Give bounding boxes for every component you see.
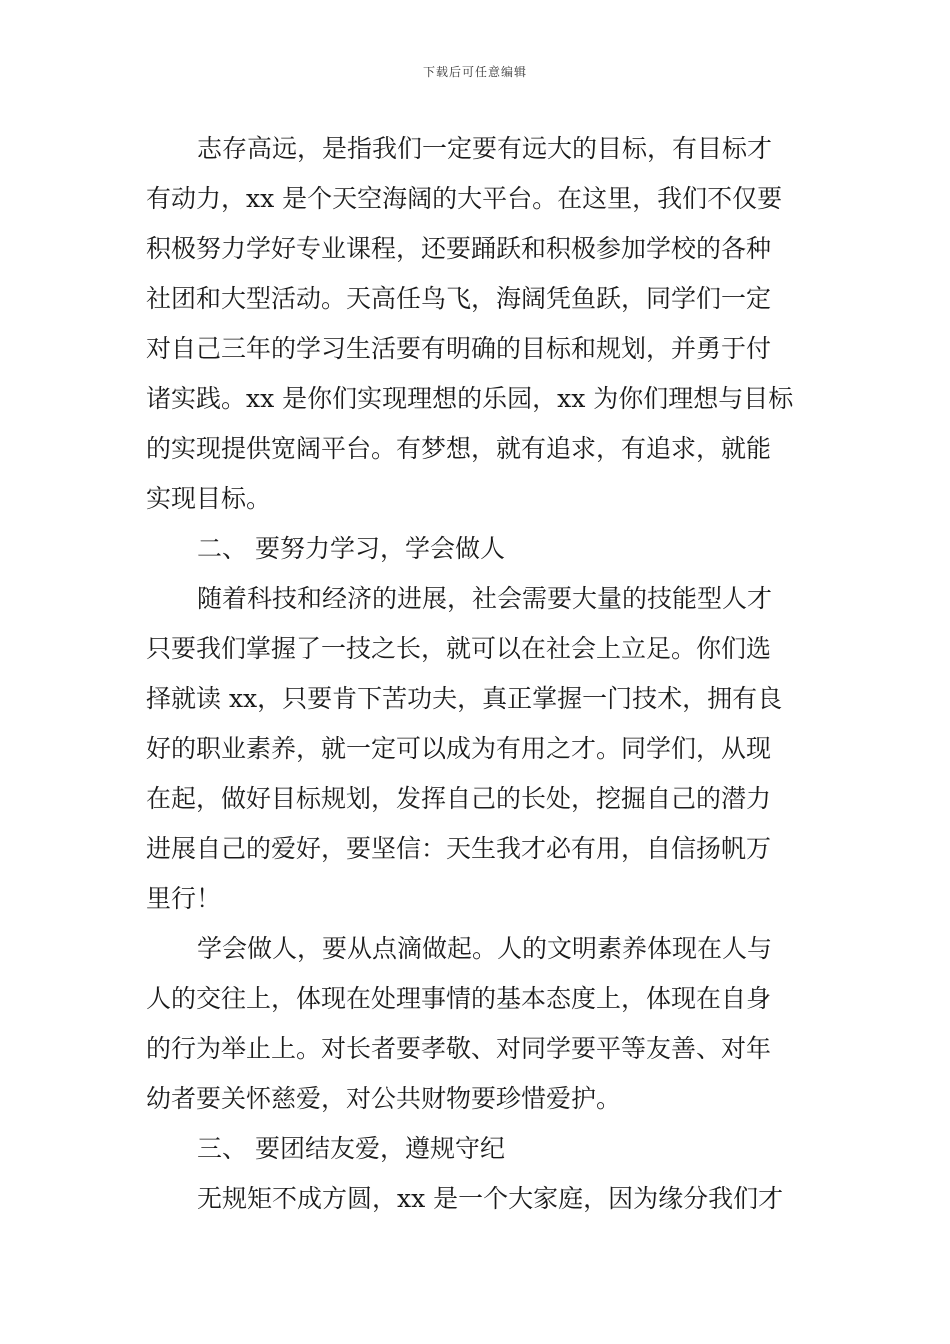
paragraph-line: 志存高远，是指我们一定要有远大的目标，有目标才 [197,134,773,163]
paragraph-line: 只要我们掌握了一技之长，就可以在社会上立足。你们选 [146,634,772,663]
paragraph-line: 实现目标。 [146,484,272,513]
paragraph-line: 择就读 xx，只要肯下苦功夫，真正掌握一门技术，拥有良 [146,684,783,713]
section-heading: 二、 要努力学习，学会做人 [197,534,505,563]
paragraph-line: 人的交往上，体现在处理事情的基本态度上，体现在自身 [146,984,772,1013]
paragraph-line: 的实现提供宽阔平台。有梦想，就有追求，有追求，就能 [146,434,772,463]
document-body [146,124,810,1224]
paragraph-line: 进展自己的爱好，要坚信：天生我才必有用，自信扬帆万 [146,834,772,863]
paragraph-line: 对自己三年的学习生活要有明确的目标和规划，并勇于付 [146,334,772,363]
paragraph-line: 在起，做好目标规划，发挥自己的长处，挖掘自己的潜力 [146,784,772,813]
paragraph-line: 社团和大型活动。天高任鸟飞，海阔凭鱼跃，同学们一定 [146,284,772,313]
paragraph-line: 无规矩不成方圆，xx 是一个大家庭，因为缘分我们才 [197,1184,784,1213]
paragraph-line: 好的职业素养，就一定可以成为有用之才。同学们，从现 [146,734,772,763]
page-header: 下载后可任意编辑 [422,65,527,79]
paragraph-line: 里行！ [146,884,222,913]
paragraph-line: 有动力，xx 是个天空海阔的大平台。在这里，我们不仅要 [146,184,783,213]
section-heading: 三、 要团结友爱，遵规守纪 [197,1134,505,1163]
paragraph-line: 诸实践。xx 是你们实现理想的乐园，xx 为你们理想与目标 [146,384,794,413]
paragraph-line: 积极努力学好专业课程，还要踊跃和积极参加学校的各种 [146,234,772,263]
paragraph-line: 的行为举止上。对长者要孝敬、对同学要平等友善、对年 [146,1034,772,1063]
paragraph-line: 幼者要关怀慈爱，对公共财物要珍惜爱护。 [146,1084,622,1113]
paragraph-line: 学会做人，要从点滴做起。人的文明素养体现在人与 [197,934,773,963]
paragraph-line: 随着科技和经济的进展，社会需要大量的技能型人才 [197,584,773,613]
